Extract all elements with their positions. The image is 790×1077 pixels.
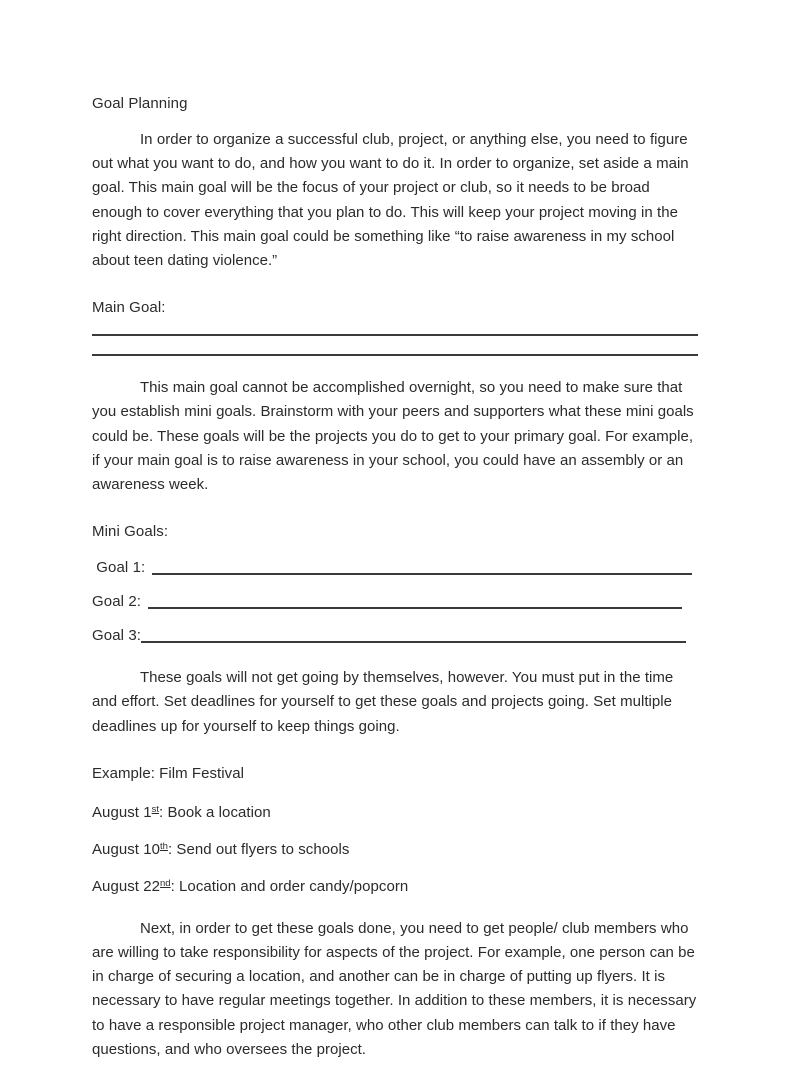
example-deadline-2-ordinal: th [160,840,168,852]
example-deadline-1-task: Book a location [167,803,271,821]
mini-goals-label: Mini Goals: [92,523,169,541]
example-heading: Example: Film Festival [92,764,244,782]
spacer [92,356,698,376]
example-deadline-3-ordinal: nd [160,877,171,889]
example-deadline-2-day: 10 [143,840,161,858]
main-goal-label: Main Goal: [92,299,166,317]
mini-goal-2-label: Goal 2: [92,593,142,611]
mini-goal-row-1 [92,556,698,580]
example-deadline-3-day: 22 [143,877,161,895]
spacer [92,336,698,354]
example-deadline-3-separator: : [170,877,180,895]
example-deadline-3 [92,872,698,899]
document-body [92,92,698,1077]
paragraph-deadlines: These goals will not get going by themselves, however. You must put in the time and effort. Set deadlines for yourself to get these goals and projects going. Set multiple deadlines up for yourself to keep things going. [92,669,674,735]
example-deadline-1-day: 1 [143,803,152,821]
spacer [92,544,698,556]
spacer [92,512,698,520]
spacer [92,786,698,798]
spacer [92,614,698,624]
example-deadline-1-ordinal: st [151,803,160,815]
spacer [92,580,698,590]
example-deadline-1-month: August [92,803,139,821]
spacer [92,320,698,334]
spacer [92,899,698,917]
mini-goal-row-3 [92,624,698,648]
example-deadline-1-separator: : [159,803,168,821]
example-deadline-1 [92,798,698,825]
example-deadline-3-task: Location and order candy/popcorn [179,877,409,895]
spacer [92,648,698,666]
mini-goal-1-input-line[interactable] [152,573,692,575]
example-deadline-2-separator: : [167,840,177,858]
spacer [92,288,698,296]
example-deadline-2-task: Send out flyers to schools [176,840,350,858]
example-deadline-2-month: August [92,840,139,858]
page-title: Goal Planning [92,95,188,112]
spacer [92,825,698,835]
spacer [92,862,698,872]
mini-goal-3-input-line[interactable] [141,641,686,643]
mini-goal-3-label: Goal 3: [92,627,142,645]
spacer [92,754,698,762]
mini-goal-1-label: Goal 1: [92,559,146,577]
paragraph-people: Next, in order to get these goals done, you need to get people/ club members who are willing to take responsibility for aspects of the project. For example, one person can be in charge of securing a location, and another can be in charge of putting up flyers. It is necessary to have regular meetings together. In addition to these members, it is necessary to have a responsible project manager, who other club members can talk to if they have questions, and who oversees the project. [92,919,697,1058]
example-deadline-3-month: August [92,877,139,895]
mini-goal-row-2 [92,590,698,614]
paragraph-mini-goals-intro: This main goal cannot be accomplished overnight, so you need to make sure that you establish mini goals. Brainstorm with your peers and supporters what these mini goals could be. These goals will be the projects you do to get to your primary goal. For example, if your main goal is to raise awareness in your school, you could have an assembly or an awareness week. [92,379,694,494]
example-deadline-2 [92,835,698,862]
paragraph-intro: In order to organize a successful club, project, or anything else, you need to figure out what you want to do, and how you want to do it. In order to organize, set aside a main goal. This main goal will be the focus of your project or club, so it needs to be broad enough to cover everything that you plan to do. This will keep your project moving in the right direction. This main goal could be something like “to raise awareness in my school about teen dating violence.” [92,131,689,270]
mini-goal-2-input-line[interactable] [148,607,682,609]
